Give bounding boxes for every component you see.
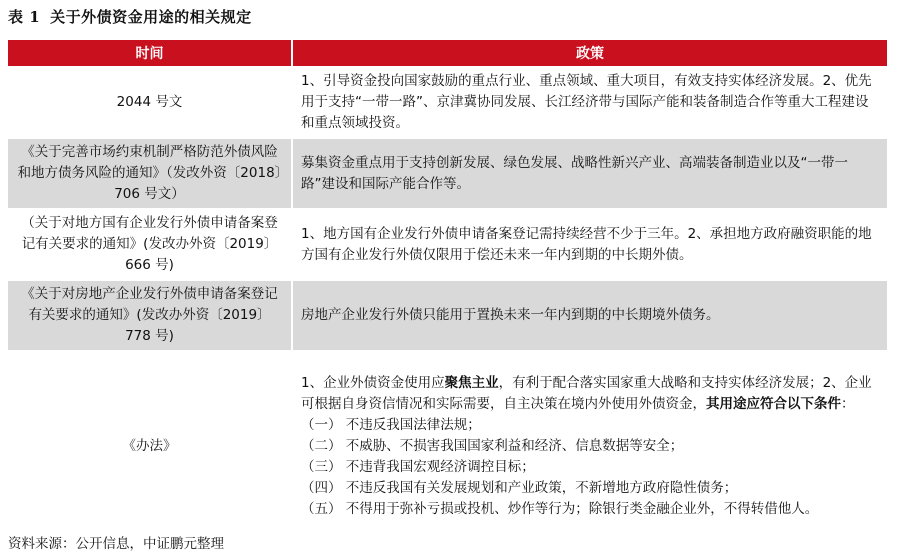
policy-text-part: ： xyxy=(841,396,855,412)
row-time-cell: 2044 号文 xyxy=(8,67,292,138)
row-time-cell: 《办法》 xyxy=(8,351,292,541)
condition-item: （三） 不违背我国宏观经济调控目标； xyxy=(301,459,535,475)
row-policy-cell: 1、地方国有企业发行外债申请备案登记需持续经营不少于三年。2、承担地方政府融资职能的地方国有企业发行外债仅限用于偿还未来一年内到期的中长期外债。 xyxy=(292,209,887,280)
table-row xyxy=(8,138,887,209)
table-header-row xyxy=(8,40,887,67)
table-row xyxy=(8,280,887,351)
table-row xyxy=(8,67,887,138)
column-header-policy: 政策 xyxy=(292,40,887,67)
row-policy-cell: 房地产企业发行外债只能用于置换未来一年内到期的中长期境外债务。 xyxy=(292,280,887,351)
condition-item: （二） 不威胁、不损害我国国家利益和经济、信息数据等安全； xyxy=(301,438,684,454)
table-number: 表 1 xyxy=(8,8,41,26)
row-policy-cell: 募集资金重点用于支持创新发展、绿色发展、战略性新兴产业、高端装备制造业以及“一带一路”建设和国际产能合作等。 xyxy=(292,138,887,209)
policy-intro xyxy=(301,375,872,412)
row-time-cell: 《关于完善市场约束机制严格防范外债风险和地方债务风险的通知》（发改外资〔2018〕706 号文） xyxy=(8,138,292,209)
row-time-cell: 《关于对房地产企业发行外债申请备案登记有关要求的通知》(发改办外资〔2019〕778 号) xyxy=(8,280,292,351)
policy-table xyxy=(8,40,887,541)
table-title xyxy=(8,6,252,27)
column-header-time: 时间 xyxy=(8,40,292,67)
policy-emphasis: 其用途应符合以下条件 xyxy=(706,396,841,412)
table-title-text: 关于外债资金用途的相关规定 xyxy=(50,8,252,26)
row-time-cell: （关于对地方国有企业发行外债申请备案登记有关要求的通知》(发改办外资〔2019〕666 号) xyxy=(8,209,292,280)
table-row xyxy=(8,209,887,280)
policy-emphasis: 聚焦主业 xyxy=(444,375,499,391)
condition-item: （五） 不得用于弥补亏损或投机、炒作等行为；除银行类金融企业外，不得转借他人。 xyxy=(301,501,819,517)
row-policy-cell xyxy=(292,351,887,541)
condition-item: （一） 不违反我国法律法规； xyxy=(301,417,481,433)
policy-text-part: ，有利于配合落实国家重大战略和支持实体经济发展；2、企业可根据自身资信情况和实际需要，自主决策在境内外使用外债资金， xyxy=(301,375,872,412)
policy-text-part: 1、企业外债资金使用应 xyxy=(301,375,445,391)
table-row xyxy=(8,351,887,541)
condition-item: （四） 不违反我国有关发展规划和产业政策，不新增地方政府隐性债务； xyxy=(301,480,738,496)
row-policy-cell: 1、引导资金投向国家鼓励的重点行业、重点领域、重大项目，有效支持实体经济发展。2、优先用于支持“一带一路”、京津冀协同发展、长江经济带与国际产能和装备制造合作等重大工程建设和重点领域投资。 xyxy=(292,67,887,138)
source-note: 资料来源：公开信息，中证鹏元整理 xyxy=(8,536,224,552)
